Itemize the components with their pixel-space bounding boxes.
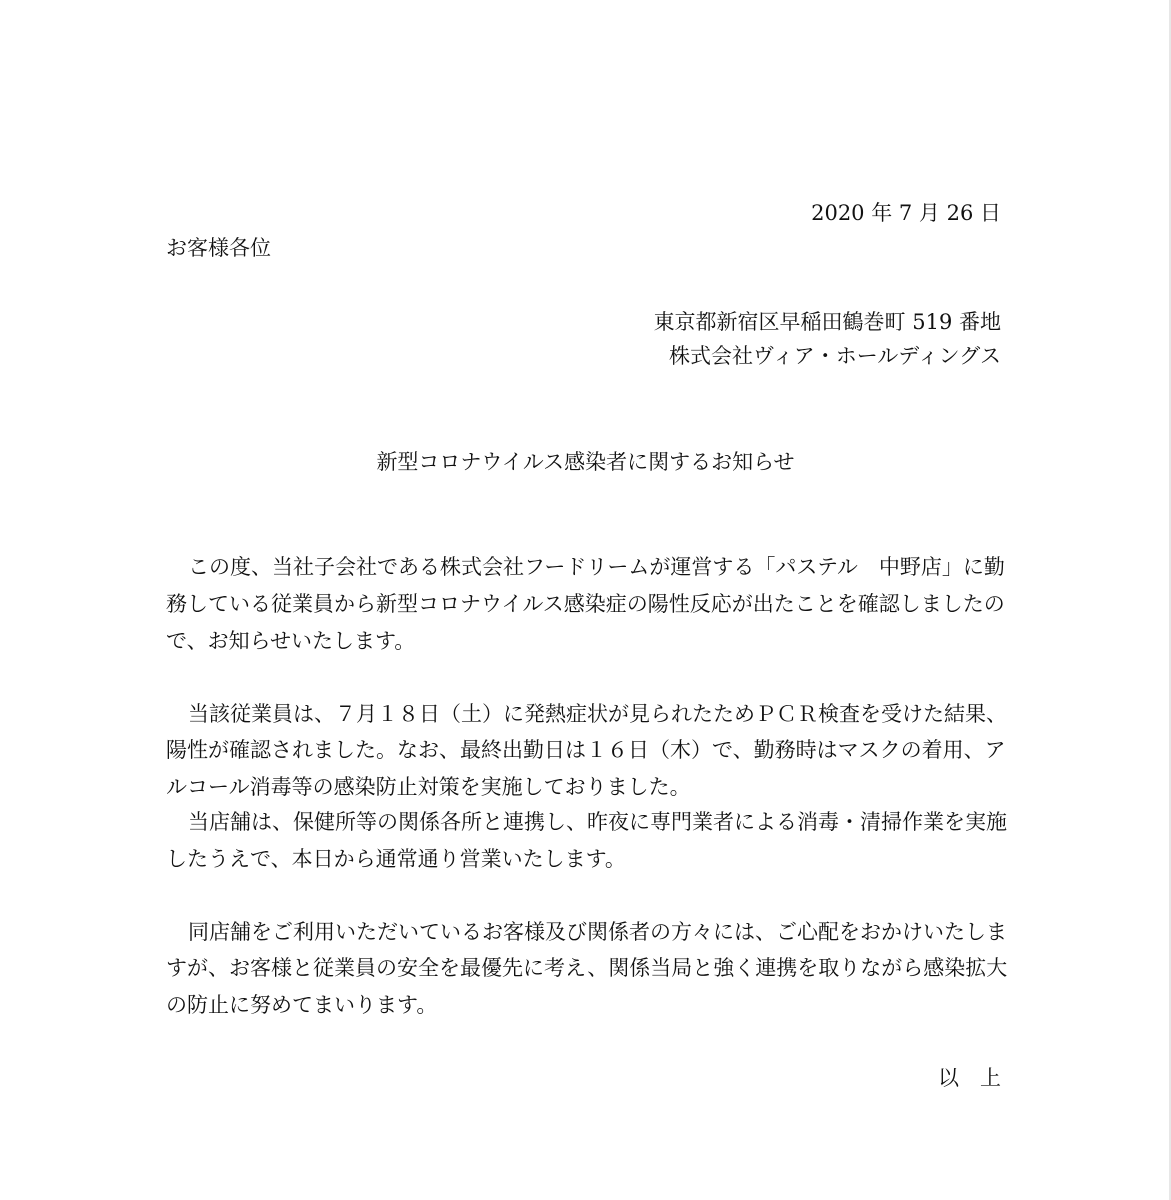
- addressee: お客様各位: [166, 236, 271, 260]
- sender-address: 東京都新宿区早稲田鶴巻町 519 番地: [653, 310, 1001, 334]
- notice-title: 新型コロナウイルス感染者に関するお知らせ: [376, 450, 795, 474]
- paragraph3-line1: 当店舗は、保健所等の関係各所と連携し、昨夜に専門業者による消毒・清掃作業を実施: [188, 810, 1007, 834]
- document-date: 2020 年 7 月 26 日: [811, 201, 1001, 225]
- paragraph3-line2: したうえで、本日から通常通り営業いたします。: [166, 847, 626, 871]
- paragraph4-line1: 同店舗をご利用いただいているお客様及び関係者の方々には、ご心配をおかけいたしま: [188, 920, 1007, 944]
- sender-company: 株式会社ヴィア・ホールディングス: [668, 344, 1001, 368]
- paragraph1-line1: この度、当社子会社である株式会社フードリームが運営する「パステル 中野店」に勤: [188, 555, 1005, 579]
- closing-mark: 以 上: [938, 1066, 1001, 1090]
- paragraph4-line3: の防止に努めてまいります。: [166, 993, 438, 1017]
- paragraph4-line2: すが、お客様と従業員の安全を最優先に考え、関係当局と強く連携を取りながら感染拡大: [166, 956, 1008, 980]
- paragraph2-line2: 陽性が確認されました。なお、最終出勤日は１６日（木）で、勤務時はマスクの着用、ア: [166, 738, 1006, 762]
- paragraph2-line3: ルコール消毒等の感染防止対策を実施しておりました。: [166, 775, 691, 799]
- paragraph2-line1: 当該従業員は、７月１８日（土）に発熱症状が見られたためＰＣＲ検査を受けた結果、: [188, 702, 1007, 726]
- paragraph1-line2: 務している従業員から新型コロナウイルス感染症の陽性反応が出たことを確認しましたの: [166, 592, 1005, 616]
- paragraph1-line3: で、お知らせいたします。: [166, 629, 416, 653]
